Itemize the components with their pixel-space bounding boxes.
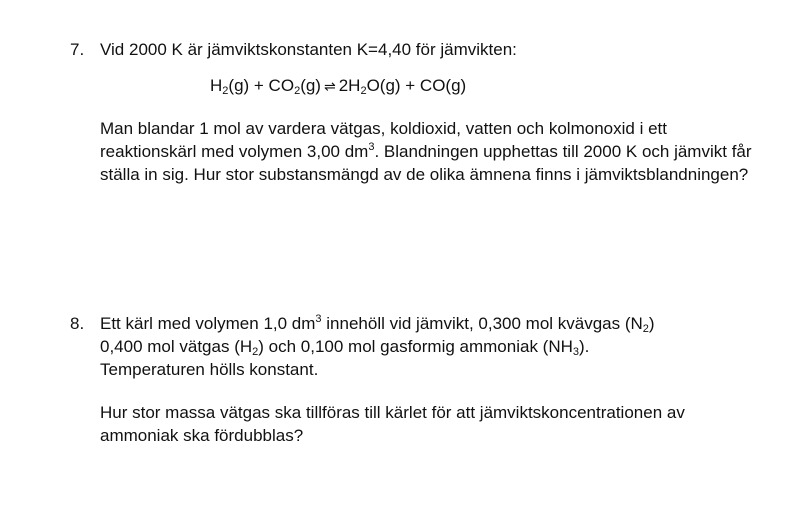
equilibrium-arrow-icon: ⇌ (323, 78, 336, 94)
problem-8-line-2: 0,400 mol vätgas $(H_2)$ och 0,100 mol gasformig ammoniak $(NH_3)$. (100, 337, 590, 358)
problem-8 (70, 312, 760, 447)
problem-8-line-3: Temperaturen hölls konstant. (100, 360, 319, 379)
problem-7-intro: Vid 2000 K är jämviktskonstanten K=4,40 för jämvikten: (100, 40, 517, 59)
equilibrium-equation: $H_2(g) + CO_2(g)$ ⇌ $2H_2O(g) + CO(g)$ (210, 76, 467, 97)
problem-8-number: 8. (70, 314, 85, 333)
problem-7-text: Man blandar 1 mol av vardera vätgas, koldioxid, vatten och kolmonoxid i ett reaktionskärl med volymen 3,00 $dm^3$. Blandningen upphettas till 2000 K och jämvikt får ställa in sig. Hur stor substansmängd av de olika ämnena finns i jämviktsblandningen? (100, 119, 752, 184)
problem-7-number: 7. (70, 40, 85, 59)
problem-8-question: Hur stor massa vätgas ska tillföras till kärlet för att jämviktskoncentrationen av ammoniak ska fördubblas? (100, 403, 685, 445)
problem-8-line-1: Ett kärl med volymen 1,0 $dm^3$ innehöll vid jämvikt, 0,300 mol kvävgas $(N_2)$ (100, 313, 655, 335)
problem-7 (70, 38, 760, 186)
